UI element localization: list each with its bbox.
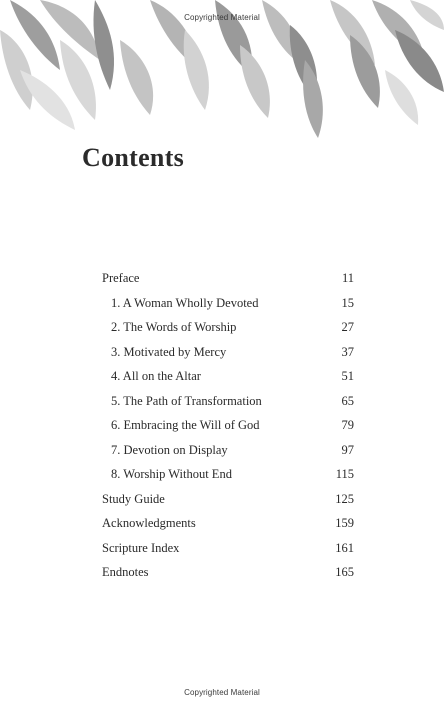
- leaf-shape: [120, 40, 153, 115]
- toc-entry-page: 115: [335, 467, 354, 481]
- toc-entry-label: 3. Motivated by Mercy: [111, 344, 227, 359]
- toc-entry-scripture-index[interactable]: [102, 536, 354, 561]
- table-of-contents: [102, 266, 354, 585]
- toc-entry-page: 97: [341, 442, 354, 457]
- toc-entry-label: Endnotes: [102, 565, 149, 579]
- toc-entry-page: 15: [341, 295, 354, 310]
- toc-entry-chapter-6[interactable]: [102, 413, 354, 438]
- toc-entry-endnotes[interactable]: [102, 560, 354, 585]
- toc-entry-label: Preface: [102, 271, 140, 285]
- leaf-shape: [0, 30, 33, 110]
- toc-entry-label: Study Guide: [102, 491, 165, 506]
- toc-entry-chapter-5[interactable]: [102, 389, 354, 414]
- toc-entry-page: 125: [335, 491, 354, 506]
- toc-entry-preface[interactable]: [102, 266, 354, 291]
- toc-entry-label: 8. Worship Without End: [111, 467, 232, 481]
- toc-entry-chapter-7[interactable]: [102, 438, 354, 463]
- toc-entry-page: 27: [341, 320, 354, 334]
- page-title: Contents: [82, 143, 185, 172]
- toc-entry-page: 11: [341, 271, 354, 285]
- toc-entry-page: 51: [341, 369, 354, 383]
- toc-entry-chapter-2[interactable]: [102, 315, 354, 340]
- leaf-shape: [385, 70, 418, 125]
- toc-entry-label: 4. All on the Altar: [111, 369, 201, 383]
- toc-entry-label: 7. Devotion on Display: [111, 442, 228, 457]
- leaf-shape: [240, 45, 270, 118]
- toc-entry-page: 159: [335, 516, 354, 530]
- toc-entry-label: 6. Embracing the Will of God: [111, 418, 260, 432]
- toc-entry-page: 161: [335, 540, 354, 555]
- leaf-shape: [184, 30, 209, 110]
- toc-entry-page: 165: [335, 565, 354, 579]
- toc-entry-chapter-3[interactable]: [102, 340, 354, 365]
- toc-entry-page: 37: [341, 344, 354, 359]
- toc-entry-label: 2. The Words of Worship: [111, 320, 237, 334]
- toc-entry-study-guide[interactable]: [102, 487, 354, 512]
- toc-entry-chapter-1[interactable]: [102, 291, 354, 316]
- toc-entry-acknowledgments[interactable]: [102, 511, 354, 536]
- toc-entry-label: 1. A Woman Wholly Devoted: [111, 295, 259, 310]
- toc-entry-page: 65: [341, 393, 354, 408]
- copyright-watermark-top: Copyrighted Material: [184, 13, 260, 22]
- toc-entry-page: 79: [341, 418, 354, 432]
- toc-entry-label: Acknowledgments: [102, 516, 196, 530]
- copyright-watermark-bottom: Copyrighted Material: [184, 688, 260, 697]
- toc-entry-chapter-8[interactable]: [102, 462, 354, 487]
- toc-entry-label: 5. The Path of Transformation: [111, 393, 262, 408]
- toc-entry-chapter-4[interactable]: [102, 364, 354, 389]
- toc-entry-label: Scripture Index: [102, 540, 180, 555]
- leaf-shape: [303, 60, 323, 138]
